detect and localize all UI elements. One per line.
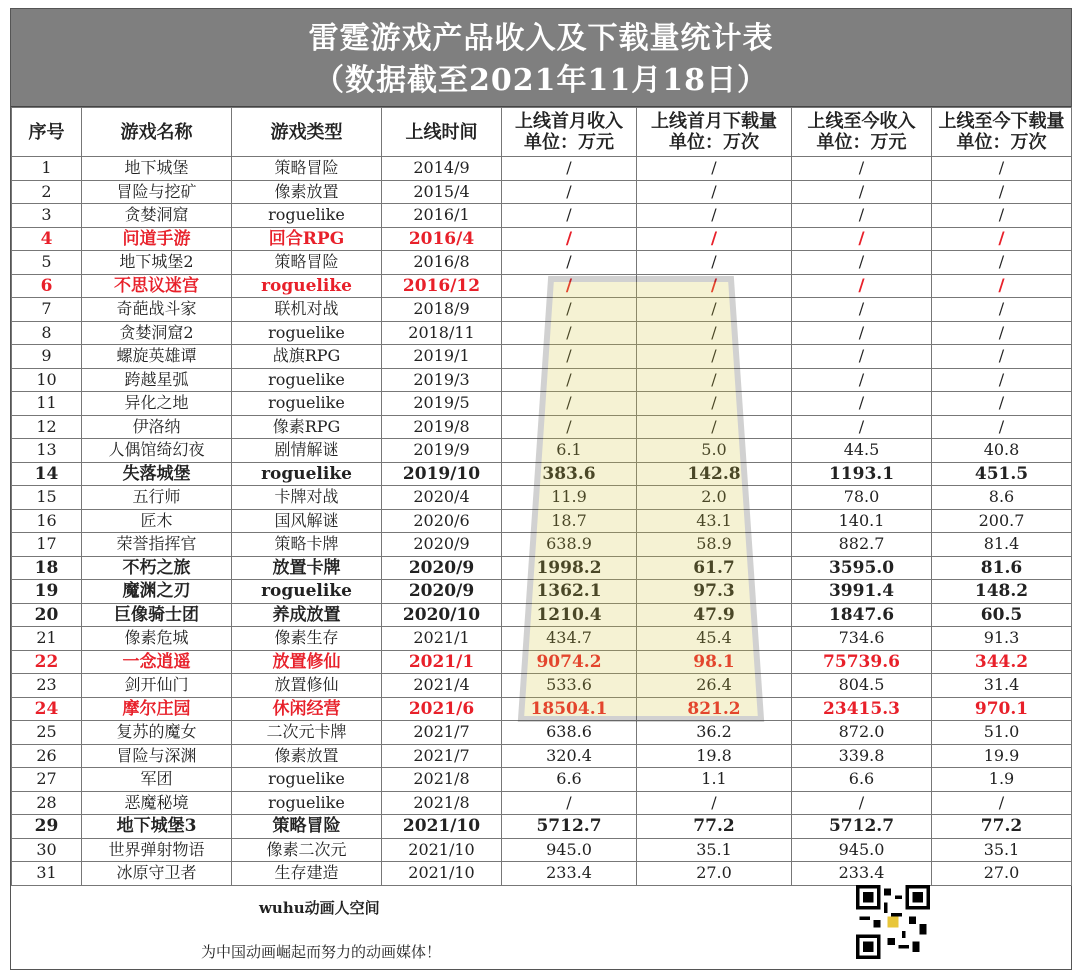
cell-no: 4: [12, 227, 82, 251]
cell-no: 10: [12, 368, 82, 392]
cell-type: 国风解谜: [232, 509, 382, 533]
cell-dl-first: /: [637, 368, 792, 392]
cell-rev-first: 320.4: [502, 744, 637, 768]
cell-type: 休闲经营: [232, 697, 382, 721]
cell-dl-total: /: [932, 415, 1072, 439]
cell-dl-total: 81.4: [932, 533, 1072, 557]
cell-dl-first: /: [637, 251, 792, 275]
cell-rev-total: /: [792, 204, 932, 228]
cell-no: 2: [12, 180, 82, 204]
cell-rev-total: 5712.7: [792, 815, 932, 839]
cell-type: roguelike: [232, 768, 382, 792]
cell-type: 二次元卡牌: [232, 721, 382, 745]
cell-name: 问道手游: [82, 227, 232, 251]
cell-date: 2021/10: [382, 838, 502, 862]
table-row: [12, 533, 1072, 557]
cell-date: 2020/9: [382, 556, 502, 580]
cell-rev-first: 1998.2: [502, 556, 637, 580]
cell-dl-total: /: [932, 227, 1072, 251]
cell-rev-total: /: [792, 415, 932, 439]
cell-type: 养成放置: [232, 603, 382, 627]
cell-rev-total: 804.5: [792, 674, 932, 698]
cell-rev-first: 5712.7: [502, 815, 637, 839]
cell-no: 16: [12, 509, 82, 533]
col-header-rev-first: 上线首月收入 单位：万元: [502, 108, 637, 157]
cell-date: 2016/8: [382, 251, 502, 275]
table-row: [12, 368, 1072, 392]
cell-name: 人偶馆绮幻夜: [82, 439, 232, 463]
cell-no: 17: [12, 533, 82, 557]
cell-name: 恶魔秘境: [82, 791, 232, 815]
cell-name: 冒险与挖矿: [82, 180, 232, 204]
cell-rev-first: 945.0: [502, 838, 637, 862]
cell-date: 2014/9: [382, 157, 502, 181]
cell-date: 2016/1: [382, 204, 502, 228]
table-header-row: [12, 108, 1072, 157]
table-row: [12, 815, 1072, 839]
cell-rev-total: 872.0: [792, 721, 932, 745]
cell-rev-first: /: [502, 298, 637, 322]
cell-type: 剧情解谜: [232, 439, 382, 463]
table-row: [12, 439, 1072, 463]
cell-no: 26: [12, 744, 82, 768]
cell-rev-first: /: [502, 345, 637, 369]
cell-name: 像素危城: [82, 627, 232, 651]
cell-name: 冰原守卫者: [82, 862, 232, 886]
cell-name: 冒险与深渊: [82, 744, 232, 768]
cell-type: 策略冒险: [232, 815, 382, 839]
table-row: [12, 556, 1072, 580]
col-header-type: 游戏类型: [232, 108, 382, 157]
table-row: [12, 838, 1072, 862]
cell-type: 策略冒险: [232, 251, 382, 275]
cell-type: 像素生存: [232, 627, 382, 651]
cell-rev-total: /: [792, 392, 932, 416]
table-row: [12, 251, 1072, 275]
cell-name: 巨像骑士团: [82, 603, 232, 627]
cell-dl-total: 77.2: [932, 815, 1072, 839]
cell-rev-total: /: [792, 368, 932, 392]
table-row: [12, 392, 1072, 416]
cell-no: 27: [12, 768, 82, 792]
cell-rev-first: 383.6: [502, 462, 637, 486]
cell-rev-total: 44.5: [792, 439, 932, 463]
cell-rev-total: 3595.0: [792, 556, 932, 580]
table-row: [12, 721, 1072, 745]
col-header-rev-total: 上线至今收入 单位：万元: [792, 108, 932, 157]
table-row: [12, 462, 1072, 486]
cell-rev-first: 533.6: [502, 674, 637, 698]
cell-type: roguelike: [232, 580, 382, 604]
cell-dl-total: /: [932, 368, 1072, 392]
table-row: [12, 674, 1072, 698]
cell-rev-total: 75739.6: [792, 650, 932, 674]
cell-rev-first: 1210.4: [502, 603, 637, 627]
cell-date: 2021/10: [382, 815, 502, 839]
table-row: [12, 415, 1072, 439]
cell-name: 跨越星弧: [82, 368, 232, 392]
cell-rev-first: 6.6: [502, 768, 637, 792]
cell-name: 摩尔庄园: [82, 697, 232, 721]
cell-date: 2021/7: [382, 721, 502, 745]
cell-no: 21: [12, 627, 82, 651]
cell-rev-total: /: [792, 791, 932, 815]
cell-dl-total: /: [932, 345, 1072, 369]
cell-type: 策略卡牌: [232, 533, 382, 557]
cell-dl-total: /: [932, 180, 1072, 204]
col-header-name: 游戏名称: [82, 108, 232, 157]
cell-rev-first: /: [502, 251, 637, 275]
table-row: [12, 486, 1072, 510]
cell-name: 地下城堡3: [82, 815, 232, 839]
cell-no: 29: [12, 815, 82, 839]
cell-dl-total: 200.7: [932, 509, 1072, 533]
cell-dl-total: 40.8: [932, 439, 1072, 463]
cell-no: 18: [12, 556, 82, 580]
cell-rev-total: /: [792, 345, 932, 369]
cell-type: 像素RPG: [232, 415, 382, 439]
col-header-no: 序号: [12, 108, 82, 157]
cell-date: 2020/4: [382, 486, 502, 510]
cell-name: 不朽之旅: [82, 556, 232, 580]
cell-no: 3: [12, 204, 82, 228]
table-row: [12, 204, 1072, 228]
cell-rev-first: /: [502, 227, 637, 251]
cell-date: 2021/6: [382, 697, 502, 721]
cell-dl-first: 142.8: [637, 462, 792, 486]
cell-dl-first: /: [637, 157, 792, 181]
table-row: [12, 580, 1072, 604]
cell-dl-first: /: [637, 345, 792, 369]
cell-date: 2016/4: [382, 227, 502, 251]
cell-dl-total: 344.2: [932, 650, 1072, 674]
cell-dl-total: /: [932, 251, 1072, 275]
cell-date: 2019/8: [382, 415, 502, 439]
cell-name: 不思议迷宫: [82, 274, 232, 298]
cell-dl-first: 26.4: [637, 674, 792, 698]
cell-dl-total: 27.0: [932, 862, 1072, 886]
cell-rev-total: 945.0: [792, 838, 932, 862]
cell-dl-total: 35.1: [932, 838, 1072, 862]
cell-rev-first: 9074.2: [502, 650, 637, 674]
cell-name: 五行师: [82, 486, 232, 510]
cell-date: 2021/4: [382, 674, 502, 698]
cell-date: 2019/5: [382, 392, 502, 416]
cell-rev-total: 1193.1: [792, 462, 932, 486]
cell-name: 荣誉指挥官: [82, 533, 232, 557]
cell-rev-first: 1362.1: [502, 580, 637, 604]
cell-rev-total: /: [792, 321, 932, 345]
cell-no: 5: [12, 251, 82, 275]
cell-rev-total: 6.6: [792, 768, 932, 792]
cell-date: 2020/10: [382, 603, 502, 627]
cell-dl-total: 51.0: [932, 721, 1072, 745]
cell-dl-first: /: [637, 392, 792, 416]
cell-type: 像素放置: [232, 744, 382, 768]
page-subtitle: （数据截至2021年11月18日）: [314, 63, 768, 98]
cell-dl-first: 47.9: [637, 603, 792, 627]
col-header-dl-first: 上线首月下载量 单位：万次: [637, 108, 792, 157]
cell-name: 地下城堡2: [82, 251, 232, 275]
cell-rev-first: 434.7: [502, 627, 637, 651]
cell-date: 2015/4: [382, 180, 502, 204]
col-header-date: 上线时间: [382, 108, 502, 157]
cell-dl-first: /: [637, 321, 792, 345]
table-row: [12, 321, 1072, 345]
cell-type: 卡牌对战: [232, 486, 382, 510]
cell-dl-first: 45.4: [637, 627, 792, 651]
cell-type: roguelike: [232, 392, 382, 416]
cell-type: 放置修仙: [232, 650, 382, 674]
cell-rev-first: /: [502, 204, 637, 228]
cell-rev-total: 3991.4: [792, 580, 932, 604]
cell-dl-total: /: [932, 204, 1072, 228]
cell-name: 魔渊之刃: [82, 580, 232, 604]
table-row: [12, 345, 1072, 369]
cell-rev-total: /: [792, 227, 932, 251]
table-body: [12, 157, 1072, 886]
cell-name: 贪婪洞窟2: [82, 321, 232, 345]
cell-type: 生存建造: [232, 862, 382, 886]
cell-date: 2018/11: [382, 321, 502, 345]
cell-name: 螺旋英雄谭: [82, 345, 232, 369]
cell-dl-first: /: [637, 227, 792, 251]
cell-rev-first: 638.6: [502, 721, 637, 745]
cell-rev-total: 339.8: [792, 744, 932, 768]
cell-dl-total: /: [932, 791, 1072, 815]
table-row: [12, 650, 1072, 674]
cell-rev-first: /: [502, 274, 637, 298]
cell-rev-first: 18504.1: [502, 697, 637, 721]
cell-type: roguelike: [232, 368, 382, 392]
cell-date: 2019/3: [382, 368, 502, 392]
cell-rev-total: 882.7: [792, 533, 932, 557]
cell-type: roguelike: [232, 321, 382, 345]
cell-date: 2021/7: [382, 744, 502, 768]
cell-rev-first: /: [502, 392, 637, 416]
table-row: [12, 509, 1072, 533]
cell-dl-total: 1.9: [932, 768, 1072, 792]
cell-dl-first: 61.7: [637, 556, 792, 580]
cell-dl-first: 2.0: [637, 486, 792, 510]
cell-name: 一念逍遥: [82, 650, 232, 674]
cell-date: 2020/9: [382, 533, 502, 557]
cell-rev-total: 23415.3: [792, 697, 932, 721]
cell-no: 15: [12, 486, 82, 510]
table-row: [12, 744, 1072, 768]
cell-date: 2019/10: [382, 462, 502, 486]
cell-dl-first: 821.2: [637, 697, 792, 721]
footer-slogan: 为中国动画崛起而努力的动画媒体！: [201, 943, 442, 961]
cell-type: roguelike: [232, 791, 382, 815]
cell-rev-first: /: [502, 415, 637, 439]
cell-date: 2021/1: [382, 627, 502, 651]
cell-rev-first: /: [502, 157, 637, 181]
table-row: [12, 697, 1072, 721]
table-row: [12, 274, 1072, 298]
cell-rev-first: 6.1: [502, 439, 637, 463]
cell-no: 25: [12, 721, 82, 745]
cell-dl-total: 31.4: [932, 674, 1072, 698]
game-revenue-table: [11, 107, 1072, 886]
cell-date: 2020/6: [382, 509, 502, 533]
cell-rev-first: 233.4: [502, 862, 637, 886]
cell-dl-total: 60.5: [932, 603, 1072, 627]
cell-rev-total: 734.6: [792, 627, 932, 651]
cell-no: 28: [12, 791, 82, 815]
cell-type: roguelike: [232, 274, 382, 298]
cell-rev-first: /: [502, 791, 637, 815]
cell-date: 2021/10: [382, 862, 502, 886]
cell-type: 像素二次元: [232, 838, 382, 862]
cell-dl-first: 27.0: [637, 862, 792, 886]
cell-no: 12: [12, 415, 82, 439]
cell-no: 13: [12, 439, 82, 463]
cell-dl-first: 36.2: [637, 721, 792, 745]
table-row: [12, 791, 1072, 815]
cell-name: 世界弹射物语: [82, 838, 232, 862]
cell-name: 军团: [82, 768, 232, 792]
cell-rev-total: /: [792, 180, 932, 204]
table-row: [12, 627, 1072, 651]
cell-dl-first: 43.1: [637, 509, 792, 533]
table-row: [12, 157, 1072, 181]
cell-rev-first: 11.9: [502, 486, 637, 510]
cell-name: 异化之地: [82, 392, 232, 416]
cell-rev-total: /: [792, 298, 932, 322]
cell-name: 地下城堡: [82, 157, 232, 181]
cell-no: 24: [12, 697, 82, 721]
cell-dl-first: /: [637, 298, 792, 322]
cell-no: 20: [12, 603, 82, 627]
cell-rev-total: 78.0: [792, 486, 932, 510]
cell-dl-first: 77.2: [637, 815, 792, 839]
cell-dl-first: 19.8: [637, 744, 792, 768]
cell-type: roguelike: [232, 204, 382, 228]
cell-rev-total: 233.4: [792, 862, 932, 886]
cell-dl-total: 91.3: [932, 627, 1072, 651]
cell-date: 2019/1: [382, 345, 502, 369]
cell-name: 贪婪洞窟: [82, 204, 232, 228]
cell-dl-total: 8.6: [932, 486, 1072, 510]
cell-dl-total: 19.9: [932, 744, 1072, 768]
cell-rev-total: /: [792, 251, 932, 275]
cell-name: 剑开仙门: [82, 674, 232, 698]
cell-date: 2018/9: [382, 298, 502, 322]
table-row: [12, 768, 1072, 792]
qr-code-icon[interactable]: [856, 885, 930, 959]
cell-dl-first: 98.1: [637, 650, 792, 674]
cell-name: 失落城堡: [82, 462, 232, 486]
cell-type: 战旗RPG: [232, 345, 382, 369]
cell-dl-total: /: [932, 157, 1072, 181]
cell-no: 31: [12, 862, 82, 886]
cell-no: 7: [12, 298, 82, 322]
cell-no: 14: [12, 462, 82, 486]
page-title: 雷霆游戏产品收入及下载量统计表: [308, 21, 774, 56]
cell-type: 放置卡牌: [232, 556, 382, 580]
cell-dl-total: 148.2: [932, 580, 1072, 604]
cell-type: 策略冒险: [232, 157, 382, 181]
cell-dl-total: /: [932, 321, 1072, 345]
cell-rev-first: /: [502, 368, 637, 392]
cell-rev-total: /: [792, 274, 932, 298]
cell-dl-total: 451.5: [932, 462, 1072, 486]
table-row: [12, 603, 1072, 627]
cell-no: 22: [12, 650, 82, 674]
title-banner: [11, 9, 1071, 107]
cell-dl-first: /: [637, 180, 792, 204]
statistics-sheet: [10, 8, 1072, 970]
table-row: [12, 227, 1072, 251]
cell-type: 像素放置: [232, 180, 382, 204]
cell-rev-total: /: [792, 157, 932, 181]
cell-type: roguelike: [232, 462, 382, 486]
cell-no: 30: [12, 838, 82, 862]
cell-no: 11: [12, 392, 82, 416]
footer-brand: wuhu动画人空间: [259, 899, 380, 917]
cell-type: 回合RPG: [232, 227, 382, 251]
cell-dl-total: 81.6: [932, 556, 1072, 580]
cell-date: 2019/9: [382, 439, 502, 463]
cell-type: 放置修仙: [232, 674, 382, 698]
cell-dl-first: /: [637, 791, 792, 815]
cell-no: 23: [12, 674, 82, 698]
cell-rev-total: 140.1: [792, 509, 932, 533]
cell-date: 2021/8: [382, 791, 502, 815]
cell-no: 1: [12, 157, 82, 181]
cell-name: 奇葩战斗家: [82, 298, 232, 322]
cell-dl-first: /: [637, 274, 792, 298]
table-row: [12, 298, 1072, 322]
cell-date: 2016/12: [382, 274, 502, 298]
cell-rev-first: 18.7: [502, 509, 637, 533]
cell-no: 19: [12, 580, 82, 604]
cell-rev-total: 1847.6: [792, 603, 932, 627]
cell-dl-total: /: [932, 392, 1072, 416]
cell-date: 2021/8: [382, 768, 502, 792]
table-row: [12, 180, 1072, 204]
cell-dl-first: /: [637, 204, 792, 228]
cell-dl-first: 97.3: [637, 580, 792, 604]
cell-rev-first: /: [502, 180, 637, 204]
cell-name: 伊洛纳: [82, 415, 232, 439]
cell-dl-total: /: [932, 298, 1072, 322]
cell-date: 2020/9: [382, 580, 502, 604]
cell-rev-first: /: [502, 321, 637, 345]
cell-name: 匠木: [82, 509, 232, 533]
cell-no: 8: [12, 321, 82, 345]
cell-no: 6: [12, 274, 82, 298]
cell-dl-first: 5.0: [637, 439, 792, 463]
footer: [11, 875, 1071, 969]
cell-no: 9: [12, 345, 82, 369]
cell-name: 复苏的魔女: [82, 721, 232, 745]
cell-dl-first: /: [637, 415, 792, 439]
cell-dl-total: /: [932, 274, 1072, 298]
cell-dl-first: 1.1: [637, 768, 792, 792]
cell-type: 联机对战: [232, 298, 382, 322]
cell-dl-first: 58.9: [637, 533, 792, 557]
col-header-dl-total: 上线至今下载量 单位：万次: [932, 108, 1072, 157]
cell-rev-first: 638.9: [502, 533, 637, 557]
cell-dl-total: 970.1: [932, 697, 1072, 721]
cell-dl-first: 35.1: [637, 838, 792, 862]
cell-date: 2021/1: [382, 650, 502, 674]
